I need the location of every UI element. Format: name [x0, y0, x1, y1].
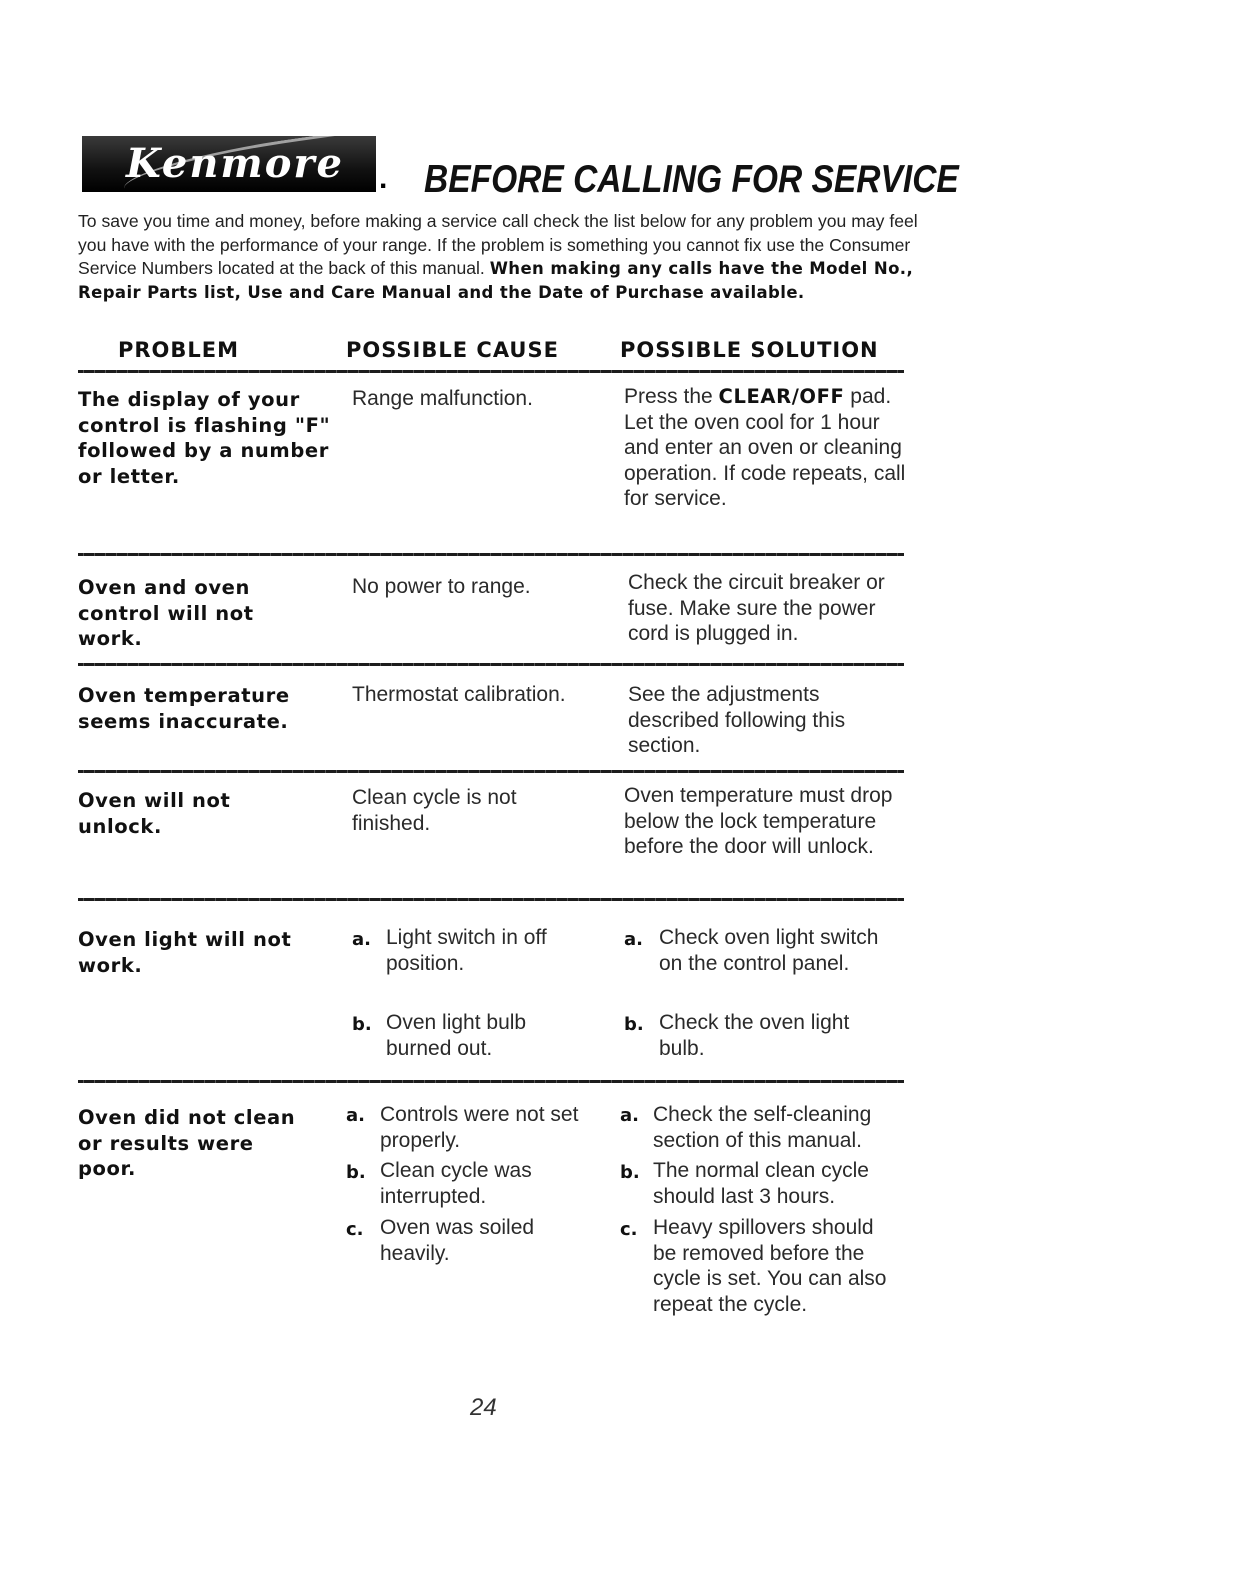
cause-letter: b.: [346, 1162, 366, 1183]
divider: [78, 663, 904, 666]
divider: [78, 770, 904, 773]
intro-text: To save you time and money, before making a service call check the list below for any problem you may feel you have with the performance of your range. If the problem is something you cannot fix use the Consumer Service Numbers located at the back of this manual.: [78, 211, 918, 279]
page-title: BEFORE CALLING FOR SERVICE: [424, 158, 959, 201]
row-solution: Check the circuit breaker or fuse. Make sure the power cord is plugged in.: [628, 571, 885, 646]
row-problem: The display of your control is flashing "F" followed by a number or letter.: [78, 388, 331, 488]
solution-letter: c.: [620, 1219, 638, 1240]
row-solution: See the adjustments described following this section.: [628, 683, 846, 758]
solution-letter: a.: [624, 929, 643, 950]
row-cause: Thermostat calibration.: [352, 683, 566, 706]
cause-item: Controls were not set properly.: [380, 1103, 579, 1152]
solution-item: Check the self-cleaning section of this manual.: [653, 1103, 872, 1152]
cause-letter: b.: [352, 1014, 372, 1035]
divider: [78, 553, 904, 556]
solution-letter: a.: [620, 1105, 639, 1126]
column-header-problem: PROBLEM: [118, 338, 240, 362]
divider: [78, 898, 904, 901]
row-cause: Range malfunction.: [352, 387, 533, 410]
solution-letter: b.: [620, 1162, 640, 1183]
row-problem: Oven and oven control will not work.: [78, 576, 254, 650]
row-solution: Oven temperature must drop below the lock temperature before the door will unlock.: [624, 784, 893, 859]
page-number: 24: [470, 1394, 497, 1421]
logo-text: Kenmore: [126, 140, 344, 187]
cause-item: Oven light bulb burned out.: [386, 1011, 527, 1060]
solution-item: Check oven light switch on the control panel.: [659, 926, 879, 975]
divider: [78, 370, 904, 373]
solution-item: Check the oven light bulb.: [659, 1011, 850, 1060]
cause-item: Clean cycle was interrupted.: [380, 1159, 532, 1208]
column-header-cause: POSSIBLE CAUSE: [346, 338, 559, 362]
row-cause: No power to range.: [352, 575, 531, 598]
logo-dot: .: [379, 162, 388, 195]
row-solution: [624, 384, 914, 512]
solution-bold-text: CLEAR/OFF: [718, 385, 845, 408]
cause-item: Light switch in off position.: [386, 926, 547, 975]
intro-paragraph: [78, 210, 918, 304]
kenmore-logo: [82, 136, 376, 192]
row-cause: Clean cycle is not finished.: [352, 786, 517, 835]
row-problem: Oven will not unlock.: [78, 789, 231, 838]
cause-letter: c.: [346, 1219, 364, 1240]
solution-text: pad. Let the oven cool for 1 hour and enter an oven or cleaning operation. If code repeats, call for service.: [624, 385, 906, 511]
solution-text: Press the: [624, 385, 719, 408]
solution-letter: b.: [624, 1014, 644, 1035]
intro-bold-text: When making any calls have the Model No., Repair Parts list, Use and Care Manual and the Date of Purchase available.: [78, 259, 914, 302]
row-problem: Oven light will not work.: [78, 928, 292, 977]
solution-item: Heavy spillovers should be removed before the cycle is set. You can also repeat the cycle.: [653, 1216, 887, 1316]
divider: [78, 1080, 904, 1083]
row-problem: Oven temperature seems inaccurate.: [78, 684, 290, 733]
cause-letter: a.: [352, 929, 371, 950]
solution-item: The normal clean cycle should last 3 hours.: [653, 1159, 869, 1208]
cause-letter: a.: [346, 1105, 365, 1126]
cause-item: Oven was soiled heavily.: [380, 1216, 535, 1265]
row-problem: Oven did not clean or results were poor.: [78, 1106, 296, 1180]
column-header-solution: POSSIBLE SOLUTION: [620, 338, 879, 362]
